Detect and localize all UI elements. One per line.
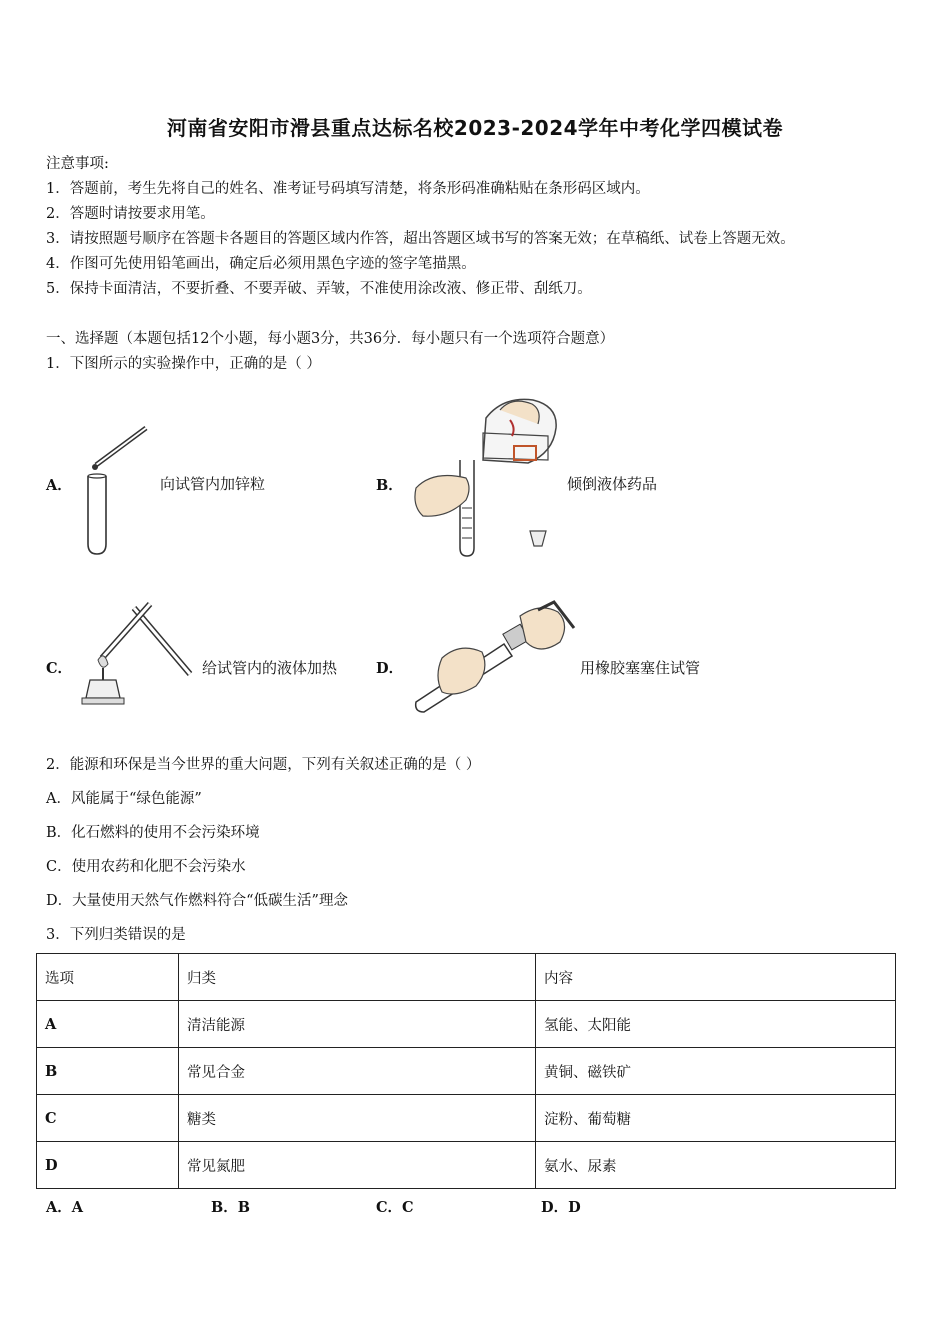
table-cell: B [37,1048,179,1095]
table-cell: 常见氮肥 [179,1142,536,1189]
q2-option-c: C．使用农药和化肥不会污染水 [46,859,246,875]
notice-item: 3．请按照题号顺序在答题卡各题目的答题区域内作答，超出答题区域书写的答案无效；在草稿纸、试卷上答题无效。 [46,231,795,247]
question-1-stem: 1．下图所示的实验操作中，正确的是（ ） [46,356,321,372]
table-header-cell: 归类 [179,954,536,1001]
table-cell: 淀粉、葡萄糖 [536,1095,896,1142]
table-cell: 氢能、太阳能 [536,1001,896,1048]
table-cell: 糖类 [179,1095,536,1142]
question-2-stem: 2．能源和环保是当今世界的重大问题，下列有关叙述正确的是（ ） [46,757,481,773]
q3-answer-a: A．A [46,1199,84,1216]
table-header-cell: 内容 [536,954,896,1001]
q1-option-a-letter: A． [46,477,72,494]
table-cell: 常见合金 [179,1048,536,1095]
table-header-cell: 选项 [37,954,179,1001]
q1-option-c-letter: C． [46,660,73,677]
q2-option-a: A．风能属于“绿色能源” [46,791,202,807]
table-row [37,1142,896,1189]
table-row [37,1095,896,1142]
classification-table [36,953,896,1189]
q1-option-d-caption: 用橡胶塞塞住试管 [580,659,701,677]
table-cell: 氨水、尿素 [536,1142,896,1189]
test-tube-zinc-figure [78,420,158,560]
table-cell: C [37,1095,179,1142]
q2-option-d: D．大量使用天然气作燃料符合“低碳生活”理念 [46,893,348,909]
notice-heading: 注意事项: [46,156,109,172]
stoppering-test-tube-figure [408,598,578,714]
page-title: 河南省安阳市滑县重点达标名校2023-2024学年中考化学四模试卷 [166,116,784,140]
table-cell: 清洁能源 [179,1001,536,1048]
section-heading: 一、选择题（本题包括12个小题，每小题3分，共36分．每小题只有一个选项符合题意） [46,331,615,347]
notice-item: 1．答题前，考生先将自己的姓名、准考证号码填写清楚，将条形码准确粘贴在条形码区域内。 [46,181,650,197]
table-cell: 黄铜、磁铁矿 [536,1048,896,1095]
pouring-liquid-figure [408,388,573,560]
q2-option-b: B．化石燃料的使用不会污染环境 [46,825,260,841]
notice-item: 2．答题时请按要求用笔。 [46,206,215,222]
notice-item: 4．作图可先使用铅笔画出，确定后必须用黑色字迹的签字笔描黑。 [46,256,476,272]
q3-answer-b: B．B [211,1199,251,1216]
q1-option-b-letter: B． [376,477,403,494]
question-3-stem: 3．下列归类错误的是 [46,927,186,943]
table-header-row [37,954,896,1001]
q3-answer-d: D．D [541,1199,581,1216]
table-row [37,1001,896,1048]
q1-option-d-letter: D． [376,660,404,677]
table-cell: D [37,1142,179,1189]
notice-item: 5．保持卡面清洁，不要折叠、不要弄破、弄皱，不准使用涂改液、修正带、刮纸刀。 [46,281,592,297]
heating-test-tube-figure [78,598,198,710]
q1-option-b-caption: 倾倒液体药品 [567,475,658,493]
q1-option-c-caption: 给试管内的液体加热 [202,659,338,677]
table-row [37,1048,896,1095]
table-cell: A [37,1001,179,1048]
q1-option-a-caption: 向试管内加锌粒 [160,475,266,493]
q3-answer-c: C．C [376,1199,414,1216]
